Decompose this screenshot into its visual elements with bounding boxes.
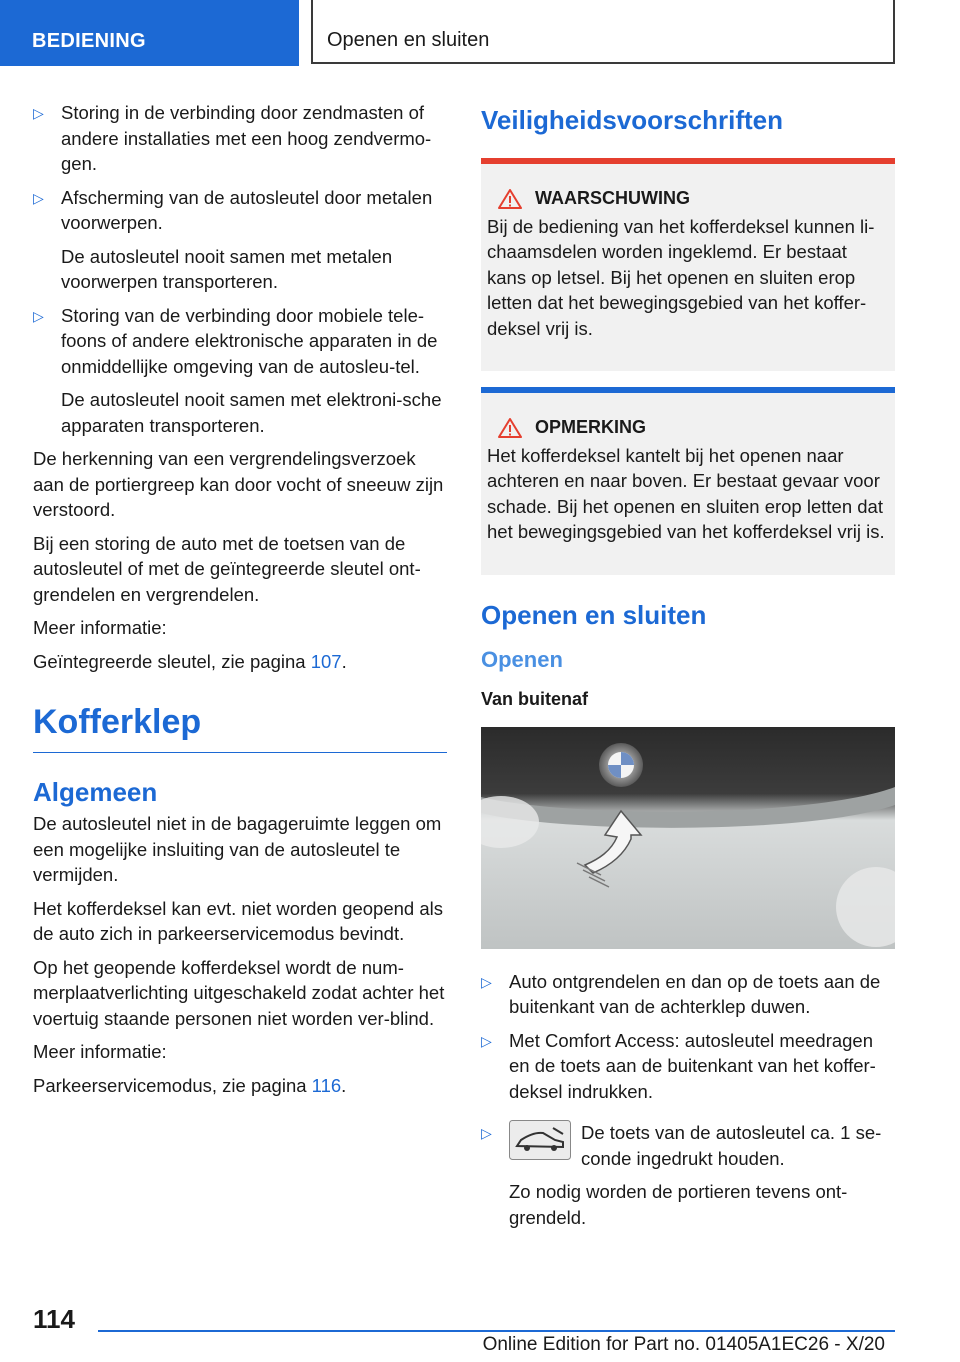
- warning-triangle-icon: [497, 188, 523, 210]
- bullet-triangle-icon: ▷: [481, 1125, 492, 1141]
- paragraph: De herkenning van een vergrendelingsverzoek aan de portiergreep kan door vocht of sneeuw zijn verstoord.: [33, 448, 444, 520]
- list-item: [481, 1120, 895, 1230]
- paragraph: Bij een storing de auto met de toetsen van de autosleutel of met de geïntegreerde sleutel ont-grendelen en vergrendelen.: [33, 532, 421, 605]
- key-instruction: [509, 1120, 895, 1171]
- subsection-heading: Algemeen: [33, 777, 158, 807]
- list-item: [33, 100, 447, 177]
- warning-triangle-icon: [497, 417, 523, 439]
- section-heading: Kofferklep: [33, 700, 447, 753]
- bullet-subtext: Zo nodig worden de portieren tevens ont-grendeld.: [509, 1181, 848, 1228]
- more-info-label: Meer informatie:: [33, 1041, 167, 1062]
- paragraph: Op het geopende kofferdeksel wordt de num-merplaatverlichting uitgeschakeld zodat achter het voertuig staande personen niet worden ver-blind.: [33, 956, 445, 1029]
- section-label: BEDIENING: [32, 30, 146, 52]
- page-link[interactable]: 107: [310, 650, 342, 672]
- list-item: [33, 185, 447, 295]
- note-header: [487, 415, 887, 441]
- section-tab: [0, 0, 299, 66]
- list-item: [33, 303, 447, 439]
- chapter-header: [311, 0, 895, 64]
- bullet-text: De toets van de autosleutel ca. 1 se-conde ingedrukt houden.: [581, 1122, 882, 1169]
- list-item: [481, 1028, 895, 1105]
- footer-rule: [98, 1330, 895, 1332]
- edition-text: Online Edition for Part no. 01405A1EC26 - X/20: [482, 1334, 885, 1355]
- subsection-heading: Openen: [481, 646, 563, 672]
- warning-text: Bij de bediening van het kofferdeksel kunnen li-chaamsdelen worden ingeklemd. Er bestaat kans op letsel. Bij het openen en sluiten erop letten dat het bewegingsgebied van het koffer-deksel vrij is.: [487, 215, 875, 339]
- right-column: [481, 100, 895, 1238]
- tailgate-button-photo: [481, 727, 895, 949]
- left-column: [33, 100, 447, 1106]
- warning-header: [487, 186, 887, 212]
- cross-reference: [33, 649, 447, 675]
- list-item: [481, 969, 895, 1020]
- paragraph: De autosleutel niet in de bagageruimte leggen om een mogelijke insluiting van de autosleutel te vermijden.: [33, 813, 442, 885]
- paragraph: Het kofferdeksel kan evt. niet worden geopend als de auto zich in parkeerservicemodus bevindt.: [33, 897, 443, 944]
- minor-heading: Van buitenaf: [481, 688, 589, 709]
- bullet-subtext: De autosleutel nooit samen met elektroni-sche apparaten transporteren.: [61, 389, 442, 436]
- warning-title: WAARSCHUWING: [535, 188, 690, 208]
- warning-box: [481, 158, 895, 371]
- tailgate-key-icon: [509, 1120, 571, 1160]
- bullet-subtext: De autosleutel nooit samen met metalen voorwerpen transporteren.: [61, 245, 393, 292]
- reference-dot: .: [341, 650, 347, 672]
- bullet-triangle-icon: ▷: [33, 307, 44, 324]
- bullet-triangle-icon: ▷: [33, 189, 44, 206]
- bullet-text: Afscherming van de autosleutel door metalen voorwerpen.: [61, 186, 433, 233]
- reference-text: Geïntegreerde sleutel, zie pagina: [33, 650, 311, 672]
- bullet-triangle-icon: ▷: [33, 105, 44, 121]
- bullet-text: Storing van de verbinding door mobiele tele-foons of andere elektronische apparaten in de onmiddellijke omgeving van de autosleu-tel.: [61, 304, 438, 377]
- cross-reference: [33, 1073, 447, 1099]
- reference-text: Parkeerservicemodus, zie pagina: [33, 1074, 312, 1096]
- page-link[interactable]: 116: [311, 1074, 342, 1096]
- reference-dot: .: [341, 1074, 347, 1096]
- section-heading: Veiligheidsvoorschriften: [481, 105, 783, 135]
- page-number: 114: [33, 1304, 75, 1334]
- chapter-label: Openen en sluiten: [327, 29, 490, 51]
- note-box: [481, 387, 895, 575]
- bullet-triangle-icon: ▷: [481, 973, 492, 990]
- bullet-text: Storing in de verbinding door zendmasten of andere installaties met een hoog zendvermo-gen.: [61, 102, 432, 174]
- bullet-text: Auto ontgrendelen en dan op de toets aan de buitenkant van de achterklep duwen.: [509, 970, 881, 1017]
- note-title: OPMERKING: [535, 417, 647, 437]
- note-text: Het kofferdeksel kantelt bij het openen naar achteren en naar boven. Er bestaat gevaar voor schade. Bij het openen en sluiten erop letten dat het bewegingsgebied van het kofferdeksel vrij is.: [487, 444, 885, 542]
- bullet-triangle-icon: ▷: [481, 1032, 492, 1049]
- section-heading: Openen en sluiten: [481, 599, 707, 630]
- bullet-text: Met Comfort Access: autosleutel meedragen en de toets aan de buitenkant van het koffer-deksel indrukken.: [509, 1029, 876, 1102]
- more-info-label: Meer informatie:: [33, 617, 167, 638]
